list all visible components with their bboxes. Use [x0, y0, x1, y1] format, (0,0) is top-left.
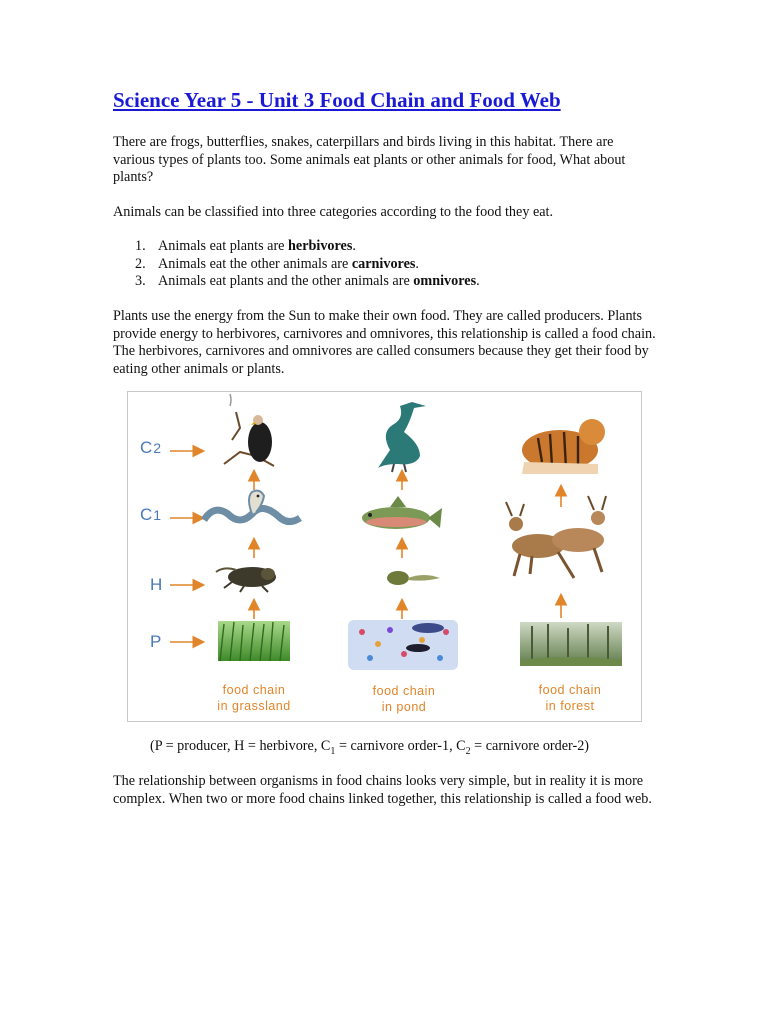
grass-icon	[218, 621, 290, 661]
chain-caption-grassland: food chain in grassland	[217, 683, 291, 713]
snake-icon	[204, 491, 300, 522]
food-chain-figure	[127, 391, 642, 722]
term-carnivores: carnivores	[351, 255, 416, 272]
list-item: 3. Animals eat plants and the other animals are omnivores.	[135, 273, 480, 290]
list-item: 1. Animals eat plants are herbivores.	[135, 238, 356, 254]
figure-caption: (P = producer, H = herbivore, $C_1$ = carnivore order-1, $C_2$ = carnivore order-2)	[150, 738, 590, 757]
level-label-h: H	[150, 575, 164, 594]
level-label-c1: C1	[140, 505, 163, 524]
forest-icon	[520, 622, 622, 666]
page-title: Science Year 5 - Unit 3 Food Chain and Food Web	[113, 88, 561, 112]
level-label-c2: C2	[140, 438, 163, 457]
deer-icon	[506, 496, 606, 578]
level-arrows	[170, 451, 202, 642]
producers-paragraph: Plants use the energy from the Sun to make their own food. They are called producers. Plants provide energy to herbivores, carnivores and omnivores, this relationship is called a food chain. The herbivores, carnivores and omnivores are called consumers because they get their food by eating other animals or plants.	[113, 308, 656, 377]
classification-paragraph: Animals can be classified into three categories according to the food they eat.	[113, 204, 554, 220]
grasshopper-icon	[216, 567, 276, 592]
chain-caption-pond: food chain in pond	[372, 684, 436, 714]
tiger-icon	[522, 419, 605, 474]
food-web-paragraph: The relationship between organisms in food chains looks very simple, but in reality it is more complex. When two or more food chains linked together, this relationship is called a food web.	[113, 773, 652, 807]
plankton-icon	[348, 620, 458, 670]
list-item: 2. Animals eat the other animals are carnivores.	[135, 255, 419, 272]
tadpole-icon	[387, 571, 440, 585]
eagle-icon	[224, 394, 274, 466]
fish-icon	[362, 496, 442, 529]
intro-paragraph: There are frogs, butterflies, snakes, caterpillars and birds living in this habitat. There are various types of plants too. Some animals eat plants or other animals for food, What about plants?	[113, 134, 626, 186]
term-omnivores: omnivores	[413, 273, 477, 290]
category-list	[113, 238, 658, 291]
level-label-p: P	[150, 632, 163, 651]
heron-icon	[378, 402, 426, 472]
chain-caption-forest: food chain in forest	[538, 683, 602, 713]
term-herbivores: herbivores	[288, 238, 353, 254]
food-chain-illustration	[128, 392, 641, 721]
